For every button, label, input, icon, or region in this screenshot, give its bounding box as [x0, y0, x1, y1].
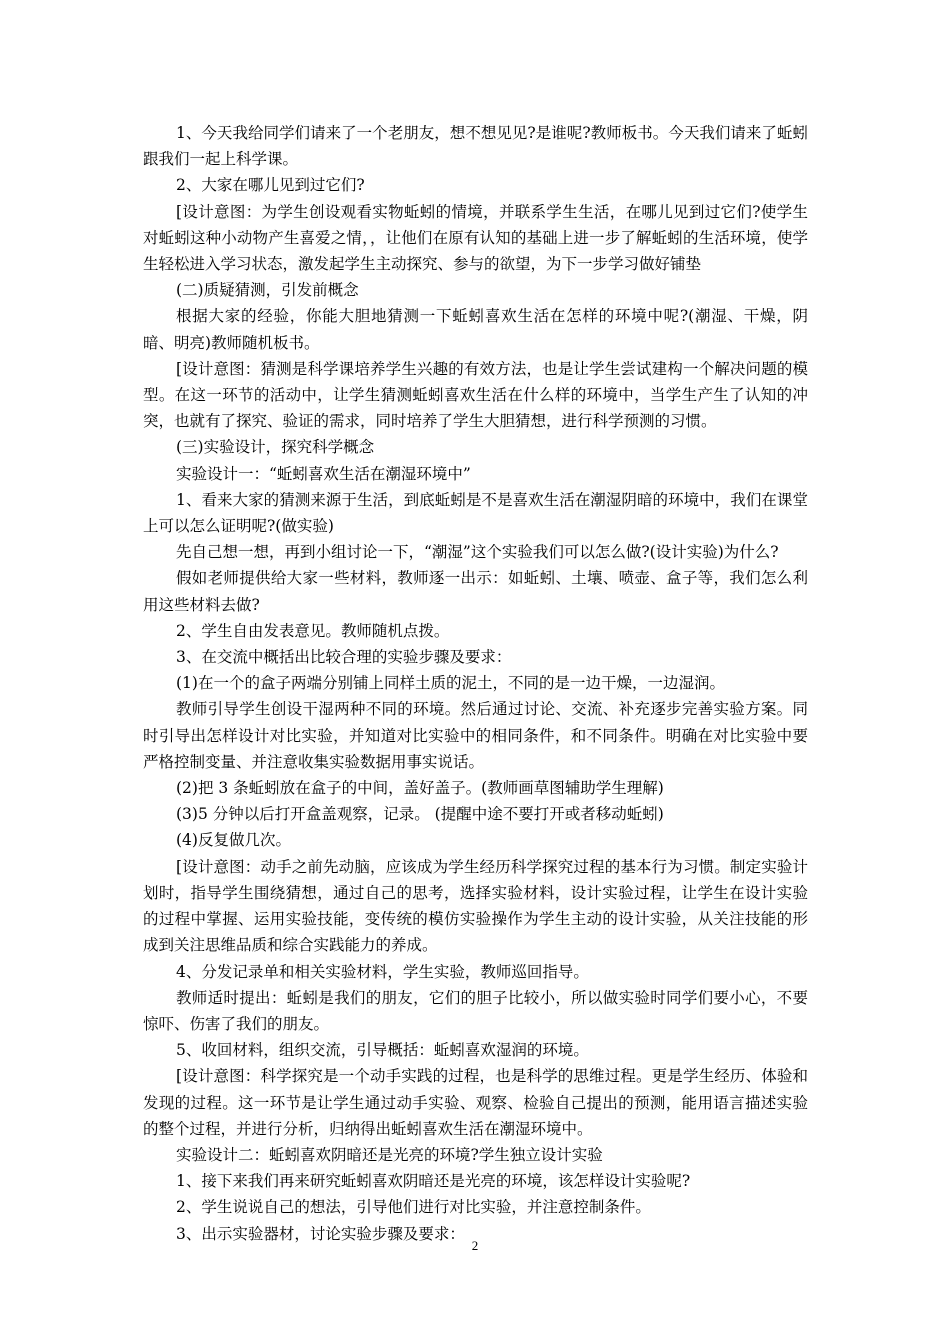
- paragraph: (4)反复做几次。: [176, 831, 291, 850]
- paragraph: [设计意图：动手之前先动脑，应该成为学生经历科学探究过程的基本行为习惯。制定实验计划时，指导学生围绕猜想，通过自己的思考，选择实验材料，设计实验过程，让学生在设计实验的过程中掌握、运用实验技能，变传统的模仿实验操作为学生主动的设计实验，从关注技能的形成到关注思维品质和综合实践能力的养成。: [143, 857, 808, 955]
- page-number: 2: [471, 1238, 479, 1253]
- paragraph: 2、学生说说自己的想法，引导他们进行对比实验，并注意控制条件。: [176, 1198, 651, 1217]
- paragraph: [设计意图：猜测是科学课培养学生兴趣的有效方法，也是让学生尝试建构一个解决问题的模型。在这一环节的活动中，让学生猜测蚯蚓喜欢生活在什么样的环境中，当学生产生了认知的冲突，也就有了探究、验证的需求，同时培养了学生大胆猜想，进行科学预测的习惯。: [143, 359, 808, 431]
- paragraph: 4、分发记录单和相关实验材料，学生实验，教师巡回指导。: [176, 962, 589, 981]
- paragraph: [设计意图：科学探究是一个动手实践的过程，也是科学的思维过程。更是学生经历、体验和发现的过程。这一环节是让学生通过动手实验、观察、检验自己提出的预测，能用语言描述实验的整个过程，并进行分析，归纳得出蚯蚓喜欢生活在潮湿环境中。: [143, 1067, 808, 1138]
- paragraph: 教师引导学生创设干湿两种不同的环境。然后通过讨论、交流、补充逐步完善实验方案。同时引导出怎样设计对比实验，并知道对比实验中的相同条件，和不同条件。明确在对比实验中要严格控制变量、并注意收集实验数据用事实说话。: [143, 700, 808, 771]
- paragraph: (2)把 3 条蚯蚓放在盒子的中间，盖好盖子。(教师画草图辅助学生理解): [176, 779, 664, 798]
- paragraph: [设计意图：为学生创设观看实物蚯蚓的情境，并联系学生生活，在哪儿见到过它们?使学生对蚯蚓这种小动物产生喜爱之情，，让他们在原有认知的基础上进一步了解蚯蚓的生活环境，使学生轻松进入学习状态，激发起学生主动探究、参与的欲望，为下一步学习做好铺垫: [143, 202, 808, 274]
- section-heading: (二)质疑猜测，引发前概念: [176, 281, 359, 300]
- paragraph: 3、出示实验器材，讨论实验步骤及要求：: [176, 1224, 465, 1243]
- paragraph: 2、大家在哪儿见到过它们?: [176, 176, 365, 195]
- paragraph: 假如老师提供给大家一些材料，教师逐一出示：如蚯蚓、土壤、喷壶、盒子等，我们怎么利用这些材料去做?: [143, 569, 808, 614]
- document-body: [143, 120, 808, 1247]
- paragraph: 2、学生自由发表意见。教师随机点拨。: [176, 621, 450, 640]
- paragraph: 3、在交流中概括出比较合理的实验步骤及要求：: [176, 648, 512, 667]
- subsection-heading: 实验设计一：“蚯蚓喜欢生活在潮湿环境中”: [176, 464, 471, 483]
- paragraph: 先自己想一想，再到小组讨论一下，“潮湿”这个实验我们可以怎么做?(设计实验)为什么?: [176, 543, 779, 562]
- paragraph: 教师适时提出：蚯蚓是我们的朋友，它们的胆子比较小，所以做实验时同学们要小心，不要惊吓、伤害了我们的朋友。: [143, 988, 808, 1033]
- paragraph: (1)在一个的盒子两端分别铺上同样土质的泥土，不同的是一边干燥，一边湿润。: [176, 674, 725, 693]
- subsection-heading: 实验设计二：蚯蚓喜欢阴暗还是光亮的环境?学生独立设计实验: [176, 1145, 603, 1164]
- paragraph: 根据大家的经验，你能大胆地猜测一下蚯蚓喜欢生活在怎样的环境中呢?(潮湿、干燥，阴暗、明亮)教师随机板书。: [143, 307, 808, 352]
- paragraph: (3)5 分钟以后打开盒盖观察，记录。 (提醒中途不要打开或者移动蚯蚓): [176, 805, 664, 824]
- section-heading: (三)实验设计，探究科学概念: [176, 438, 375, 457]
- paragraph: 1、接下来我们再来研究蚯蚓喜欢阴暗还是光亮的环境，该怎样设计实验呢?: [176, 1172, 691, 1191]
- paragraph: 1、看来大家的猜测来源于生活，到底蚯蚓是不是喜欢生活在潮湿阴暗的环境中，我们在课堂上可以怎么证明呢?(做实验): [143, 490, 808, 536]
- paragraph: 5、收回材料，组织交流，引导概括：蚯蚓喜欢湿润的环境。: [176, 1041, 589, 1060]
- paragraph: 1、今天我给同学们请来了一个老朋友，想不想见见?是谁呢?教师板书。今天我们请来了蚯蚓跟我们一起上科学课。: [143, 124, 808, 169]
